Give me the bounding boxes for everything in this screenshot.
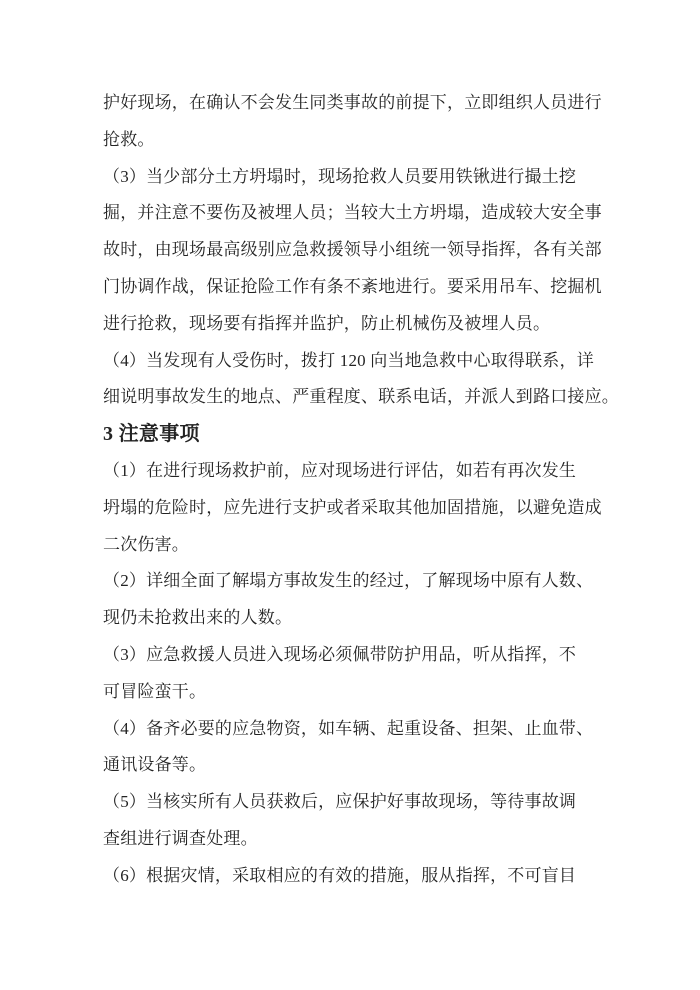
text-line: （3）应急救援人员进入现场必须佩带防护用品，听从指挥，不	[103, 644, 577, 664]
text-line: 坍塌的危险时，应先进行支护或者采取其他加固措施，以避免造成	[103, 497, 602, 517]
text-line: 进行抢救，现场要有指挥并监护，防止机械伤及被埋人员。	[103, 313, 551, 333]
document-text-block	[103, 85, 623, 895]
text-line: 二次伤害。	[103, 534, 189, 554]
text-line: （3）当少部分土方坍塌时，现场抢救人员要用铁锹进行撮土挖	[103, 166, 577, 186]
text-line: 门协调作战，保证抢险工作有条不紊地进行。要采用吊车、挖掘机	[103, 276, 602, 296]
text-line: （6）根据灾情，采取相应的有效的措施，服从指挥，不可盲目	[103, 865, 577, 885]
text-line: 掘，并注意不要伤及被埋人员；当较大土方坍塌，造成较大安全事	[103, 203, 602, 223]
text-line: 可冒险蛮干。	[103, 681, 207, 701]
text-line: 现仍未抢救出来的人数。	[103, 608, 293, 628]
text-line: （4）当发现有人受伤时，拨打 120 向当地急救中心取得联系，详	[103, 350, 594, 370]
text-line: 抢救。	[103, 129, 155, 149]
text-line: 查组进行调查处理。	[103, 828, 258, 848]
text-line: 通讯设备等。	[103, 755, 207, 775]
text-line: （2）详细全面了解塌方事故发生的经过，了解现场中原有人数、	[103, 571, 594, 591]
text-line: （4）备齐必要的应急物资，如车辆、起重设备、担架、止血带、	[103, 718, 594, 738]
text-line: （5）当核实所有人员获救后，应保护好事故现场，等待事故调	[103, 792, 577, 812]
text-line: （1）在进行现场救护前，应对现场进行评估，如若有再次发生	[103, 460, 577, 480]
text-line: 细说明事故发生的地点、严重程度、联系电话，并派人到路口接应。	[103, 387, 619, 407]
text-line: 故时，由现场最高级别应急救援领导小组统一领导指挥，各有关部	[103, 240, 602, 260]
text-line: 护好现场，在确认不会发生同类事故的前提下，立即组织人员进行	[103, 93, 602, 112]
section-heading: 3 注意事项	[103, 423, 200, 446]
